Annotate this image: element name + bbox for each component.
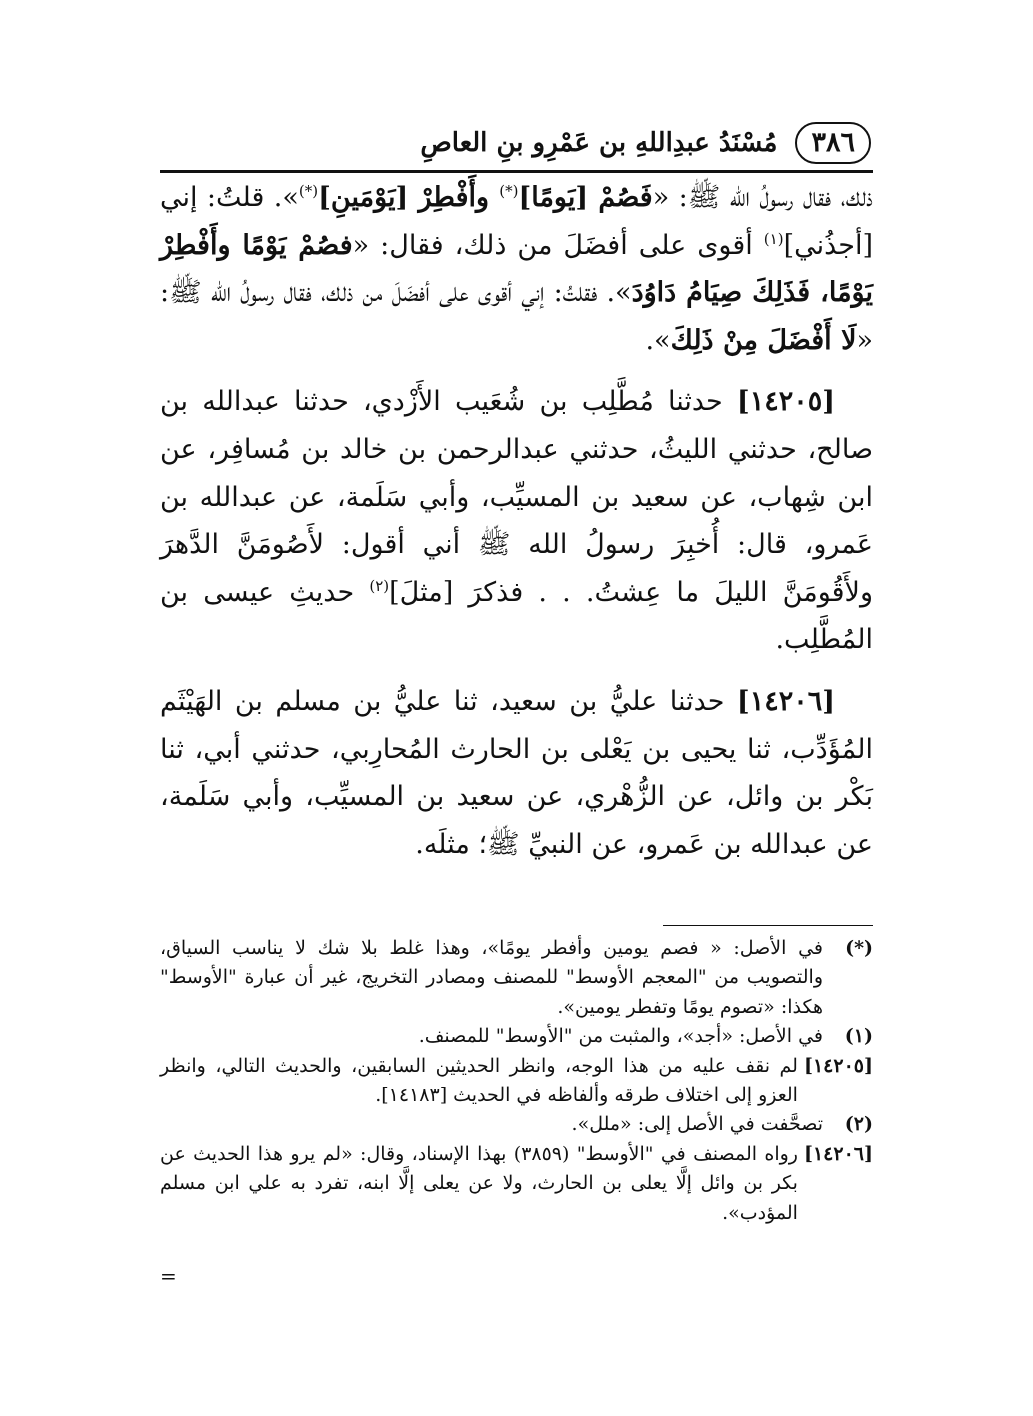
footnote [160, 1052, 873, 1111]
text-run: أقوى على أفضَلَ من ذلك، فقال: « [352, 229, 764, 261]
paragraph-continuation [160, 174, 873, 364]
footnote-ref: (٢) [369, 576, 390, 595]
page-number: ٣٨٦ [795, 122, 871, 164]
footnote [160, 1110, 873, 1139]
footnote [160, 1140, 873, 1228]
footnote-mark: [١٤٢٠٥] [803, 1054, 873, 1077]
footnote-mark: (٢) [844, 1113, 873, 1136]
footnote-mark: [١٤٢٠٦] [803, 1142, 873, 1165]
footnote-text: لم نقف عليه من هذا الوجه، وانظر الحديثين السابقين، والحديث التالي، وانظر العزو إلى اختلاف طرقه وألفاظه في الحديث [١٤١٨٣]. [160, 1054, 798, 1107]
footnote-text: تصحَّفت في الأصل إلى: «ملل». [571, 1113, 823, 1136]
hadith-text: حدثنا مُطَّلِب بن شُعَيب الأَزْدي، حدثنا عبدالله بن صالح، حدثني الليثُ، حدثني عبدالرحمن بن خالد بن مُسافِر، عن ابن شِهاب، عن سعيد بن المسيِّب، وأبي سَلَمة، عن عبدالله بن عَمرو، قال: أُخبِرَ رسولُ الله ﷺ أني أقول: لأَصُومَنَّ الدَّهرَ ولأَقُومَنَّ الليلَ ما عِشتُ. . . فذكرَ [مثلَ] [160, 386, 873, 608]
header-rule [160, 170, 873, 173]
text-run: ». فقلتُ: إني أقوى على أفضَلَ من ذلك، فقال رسولُ الله ﷺ: « [160, 277, 873, 356]
hadith-number: [١٤٢٠٥] [736, 386, 835, 418]
prophetic-text: فَصُمْ [يَومًا] [518, 182, 653, 213]
footnote-ref: (*) [499, 182, 519, 200]
footnote-mark: (١) [844, 1025, 873, 1048]
prophetic-text: لَا أَفْضَلَ مِنْ ذَلِكَ [670, 324, 857, 356]
footnote-rule [663, 925, 873, 926]
prophetic-text: وأَفْطِرْ [يَوْمَينِ] [318, 182, 500, 213]
hadith-number: [١٤٢٠٦] [736, 685, 835, 717]
hadith-14205 [160, 378, 873, 664]
page-header [160, 118, 871, 168]
footnote-mark: (*) [845, 937, 873, 959]
hadith-text: حديثِ عيسى بن المُطَّلِب. [160, 576, 873, 656]
text-run: ». قلتُ: إني [أجذُني] [160, 182, 874, 261]
prophetic-text: فصُمْ يَوْمًا وأَفْطِرْ يَوْمًا، فَذَلِكَ صِيَامُ دَاوُدَ [160, 229, 873, 309]
footnote-text: في الأصل: « فصم يومين وأفطر يومًا»، وهذا غلط بلا شك لا يناسب السياق، والتصويب من "المعجم الأوسط" للمصنف ومصادر التخريج، غير أن عبارة "الأوسط" هكذا: «تصوم يومًا وتفطر يومين». [160, 937, 823, 1018]
footnote-ref: (١) [763, 229, 784, 248]
text-run: ». [645, 324, 671, 356]
hadith-14206 [160, 678, 873, 868]
footnote-text: في الأصل: «أجد»، والمثبت من "الأوسط" للمصنف. [418, 1025, 823, 1048]
main-text [160, 174, 873, 868]
footnote-ref: (*) [298, 182, 319, 200]
footnote [160, 1022, 873, 1051]
hadith-text: حدثنا عليُّ بن سعيد، ثنا عليُّ بن مسلم بن الهَيْثَم المُؤَدِّب، ثنا يحيى بن يَعْلى بن الحارث المُحارِبي، حدثني أبي، ثنا بَكْر بن وائل، عن الزُّهْري، عن سعيد بن المسيِّب، وأبي سَلَمة، عن عبدالله بن عَمرو، عن النبيِّ ﷺ؛ مثلَه. [160, 685, 873, 860]
continuation-mark: = [160, 1264, 177, 1288]
footnotes [160, 934, 873, 1228]
running-title: مُسْنَدُ عبدِاللهِ بن عَمْرِو بنِ العاصِ [420, 128, 778, 158]
footnote-text: رواه المصنف في "الأوسط" (٣٨٥٩) بهذا الإسناد، وقال: «لم يرو هذا الحديث عن بكر بن وائل إلَّا يعلى بن الحارث، ولا عن يعلى إلَّا ابنه، تفرد به علي ابن مسلم المؤدب». [160, 1142, 798, 1224]
footnote [160, 934, 873, 1022]
text-run: ذلك، فقال رسولُ الله ﷺ: « [652, 182, 873, 213]
